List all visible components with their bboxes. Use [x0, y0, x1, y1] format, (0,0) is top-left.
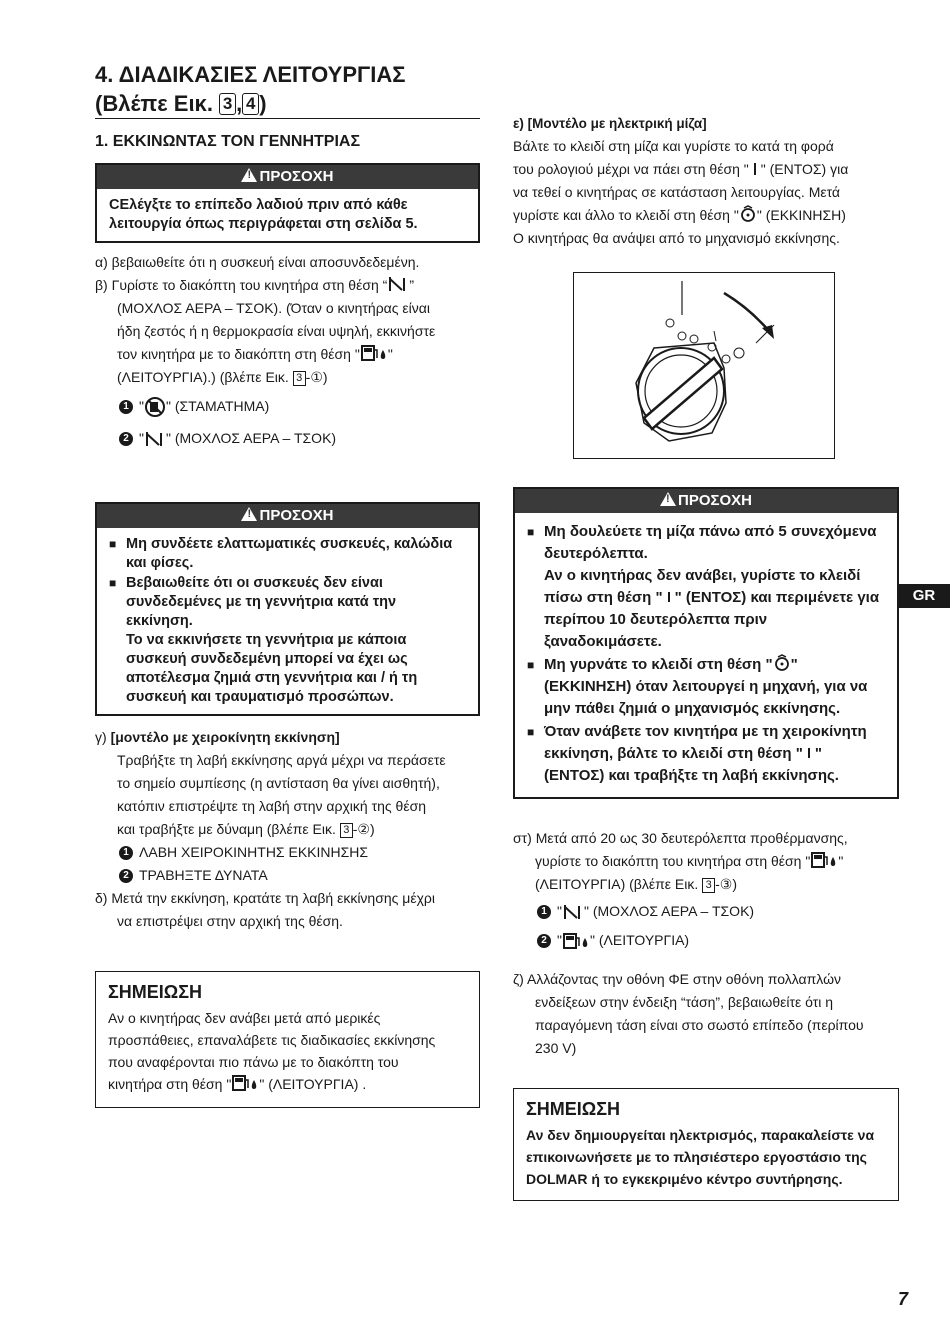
step-c-item1	[119, 841, 480, 864]
warning-triangle-icon	[241, 168, 257, 182]
bullet-text	[544, 721, 885, 787]
step-c-item2	[119, 864, 480, 887]
step-e	[513, 112, 899, 250]
caution-label: ΠΡΟΣΟΧΗ	[677, 492, 752, 509]
steps-a-b	[95, 251, 480, 450]
step-e-title: ε) [Μοντέλο με ηλεκτρική μίζα]	[513, 116, 707, 131]
step-c-line4	[95, 818, 480, 841]
step-g-line1: ζ) Αλλάζοντας την οθόνη ΦΕ στην οθόνη πολλαπλών	[513, 971, 842, 987]
choke-icon	[144, 430, 166, 448]
quote-open: "	[139, 398, 144, 414]
caution-header	[97, 165, 478, 189]
bullet-text-a: Μη γυρνάτε το κλειδί στη θέση "	[544, 656, 773, 673]
bullet-square-icon: ■	[527, 525, 535, 539]
run-fuel-icon	[562, 932, 590, 950]
step-b-ref: -①)	[305, 369, 328, 385]
step-f-ref: -③)	[715, 876, 737, 892]
bullet-text-main: Βεβαιωθείτε ότι οι συσκευές δεν είναι συνδεδεμένες με τη γεννήτρια κατά την εκκίνηση.	[126, 575, 397, 629]
title-divider	[95, 118, 480, 119]
step-b-item1	[119, 395, 480, 418]
step-c-text4: και τραβήξτε με δύναμη (βλέπε Εικ.	[117, 821, 336, 837]
note-line2: προσπάθειες, επαναλάβετε τις διαδικασίες εκκίνησης	[108, 1032, 436, 1048]
bullet-square-icon: ■	[527, 725, 535, 739]
bullet-square-icon: ■	[527, 658, 535, 672]
caution-header	[97, 504, 478, 528]
section-title: 1. ΕΚΚΙΝΩΝΤΑΣ ΤΟΝ ΓΕΝΝΗΤΡΙΑΣ	[95, 133, 361, 150]
step-e-line5: Ο κινητήρας θα ανάψει από το μηχανισμό εκκίνησης.	[513, 230, 840, 246]
figure-ref-box: 3	[293, 371, 306, 386]
left-column	[95, 60, 480, 1108]
step-e-text4a: γυρίστε και άλλο το κλειδί στη θέση "	[513, 207, 739, 223]
step-f-item2	[537, 929, 899, 952]
recoil-handle-label: ΛΑΒΗ ΧΕΙΡΟΚΙΝΗΤΗΣ ΕΚΚΙΝΗΣΗΣ	[139, 844, 369, 860]
step-b-line7	[95, 366, 480, 389]
note-line1: Αν ο κινητήρας δεν ανάβει μετά από μερικές	[108, 1010, 381, 1026]
title-line2-prefix: (Βλέπε Εικ.	[95, 91, 213, 116]
page-number: 7	[898, 1289, 909, 1309]
on-position-icon	[663, 589, 675, 605]
run-fuel-icon	[231, 1074, 259, 1092]
caution-header	[515, 489, 897, 513]
bullet-text	[126, 574, 466, 707]
step-b-line4: ήδη ζεστός ή η θερμοκρασία είναι υψηλή, εκκινήστε	[117, 323, 436, 339]
caution-bullet	[527, 721, 885, 787]
on-position-icon	[749, 161, 761, 177]
figure-ref-4: 4	[242, 93, 259, 115]
bullet-text-b: " (ΕΝΤΟΣ) και τραβήξτε τη λαβή εκκίνησης.	[544, 745, 839, 784]
step-c-title	[95, 726, 480, 749]
figure-ref-box: 3	[340, 823, 353, 838]
step-f-text3: (ΛΕΙΤΟΥΡΓΙΑ) (βλέπε Εικ.	[535, 876, 699, 892]
step-b-line5	[95, 343, 480, 366]
figure-ref-box: 3	[702, 878, 715, 893]
step-c-line1: Τραβήξτε τη λαβή εκκίνησης αργά μέχρι να περάσετε	[117, 752, 446, 768]
caution-bullet	[527, 654, 885, 720]
step-b	[95, 274, 480, 297]
step-f-item1	[537, 900, 899, 923]
caution-body	[97, 189, 478, 241]
step-c-ref: -②)	[352, 821, 375, 837]
number-2-icon: 2	[119, 432, 133, 446]
caution-body	[515, 513, 897, 797]
caution-label: ΠΡΟΣΟΧΗ	[259, 168, 334, 185]
note-body	[108, 1007, 467, 1095]
start-position-icon	[739, 205, 757, 223]
note-body: Αν δεν δημιουργείται ηλεκτρισμός, παρακαλείστε να επικοινωνήσετε με το πλησιέστερο εργοστάσιο της DOLMAR ή το εγκεκριμένο κέντρο συντήρησης.	[526, 1127, 875, 1187]
step-e-line2	[513, 158, 899, 181]
caution-bullet	[527, 521, 885, 653]
bullet-text: Μη συνδέετε ελαττωματικές συσκευές, καλώδια και φίσες.	[126, 536, 453, 571]
page-title: 4. ΔΙΑΔΙΚΑΣΙΕΣ ΛΕΙΤΟΥΡΓΙΑΣ (Βλέπε Εικ. 3 , 4 )	[95, 62, 406, 116]
step-b-line3: (ΜΟΧΛΟΣ ΑΕΡΑ – ΤΣΟΚ). (Όταν ο κινητήρας είναι	[117, 300, 430, 316]
step-g-line2: ενδείξεων στην ένδειξη “τάση”, βεβαιωθείτε ότι η	[535, 994, 834, 1010]
choke-icon	[562, 903, 584, 921]
quote-open: "	[557, 903, 562, 919]
stop-icon	[144, 397, 166, 417]
run-fuel-icon	[360, 344, 388, 362]
note-line3: που αναφέρονται πιο πάνω με το διακόπτη του	[108, 1054, 399, 1070]
caution-box-starter	[513, 487, 899, 799]
quote-open: "	[139, 430, 144, 446]
caution-box-oil	[95, 163, 480, 243]
bullet-text-b: " (ΕΚΚΙΝΗΣΗ) όταν λειτουργεί η μηχανή, για να μην πάθει ζημιά ο μηχανισμός εκκίνησης.	[544, 656, 868, 717]
bullet-square-icon: ■	[109, 576, 117, 590]
caution-bullet	[109, 535, 466, 573]
number-1-icon: 1	[119, 400, 133, 414]
step-e-line1: Βάλτε το κλειδί στη μίζα και γυρίστε το κατά τη φορά	[513, 138, 834, 154]
stop-label: " (ΣΤΑΜΑΤΗΜΑ)	[165, 398, 270, 414]
step-f-line2	[513, 850, 899, 873]
step-f-text2b: "	[838, 853, 844, 869]
note-box-retry	[95, 971, 480, 1108]
choke-icon	[387, 275, 409, 293]
key-switch-diagram	[573, 272, 835, 459]
step-d-line1: δ) Μετά την εκκίνηση, κρατάτε τη λαβή εκκίνησης μέχρι	[95, 890, 436, 906]
step-e-text4b: " (ΕΚΚΙΝΗΣΗ)	[756, 207, 846, 223]
step-g-line3: παραγόμενη τάση είναι στο σωστό επίπεδο (περίπου	[535, 1017, 864, 1033]
step-e-text2a: του ρολογιού μέχρι να πάει στη θέση "	[513, 161, 749, 177]
note-text4a: κινητήρα στη θέση "	[108, 1076, 232, 1092]
caution-bullet	[109, 574, 466, 707]
caution-box-devices	[95, 502, 480, 716]
bullet-text-cont: Το να εκκινήσετε τη γεννήτρια με κάποια συσκευή συνδεδεμένη μπορεί να έχει ως αποτέλεσμα ζημιά στη γεννήτρια και / ή τη συσκευή και τραυματισμό προσώπων.	[126, 632, 418, 705]
run-label: " (ΛΕΙΤΟΥΡΓΙΑ)	[589, 932, 690, 948]
note-title: ΣΗΜΕΙΩΣΗ	[108, 982, 203, 1002]
bullet-text-cont-a: Αν ο κινητήρας δεν ανάβει, γυρίστε το κλειδί πίσω στη θέση "	[544, 567, 861, 606]
step-d-line2: να επιστρέψει στην αρχική της θέση.	[117, 913, 343, 929]
caution-label: ΠΡΟΣΟΧΗ	[259, 507, 334, 524]
step-c-line2: το σημείο συμπίεσης (η αντίσταση θα γίνει αισθητή),	[117, 775, 440, 791]
bullet-text-main: Μη δουλεύετε τη μίζα πάνω από 5 συνεχόμενα δευτερόλεπτα.	[544, 523, 877, 562]
title-line2-suffix: )	[259, 91, 267, 116]
bullet-text	[544, 521, 885, 653]
step-c-label: γ)	[95, 729, 107, 745]
note-box-electricity	[513, 1088, 899, 1201]
step-b-text1: β) Γυρίστε το διακόπτη του κινητήρα στη θέση “	[95, 277, 388, 293]
step-a: α) βεβαιωθείτε ότι η συσκευή είναι αποσυνδεδεμένη.	[95, 254, 420, 270]
pull-hard-label: ΤΡΑΒΗΞΤΕ ΔΥΝΑΤΑ	[139, 867, 268, 883]
number-1-icon: 1	[119, 846, 133, 860]
title-line1: 4. ΔΙΑΔΙΚΑΣΙΕΣ ΛΕΙΤΟΥΡΓΙΑΣ	[95, 62, 406, 87]
right-column	[513, 112, 899, 1201]
note-text4b: " (ΛΕΙΤΟΥΡΓΙΑ) .	[259, 1076, 367, 1092]
quote-open: "	[557, 932, 562, 948]
step-f-line1: στ) Μετά από 20 ως 30 δευτερόλεπτα προθέρμανσης,	[513, 830, 848, 846]
warning-triangle-icon	[660, 492, 676, 506]
step-f-line3	[513, 873, 899, 896]
caution-text: CEλέγξτε το επίπεδο λαδιού πριν από κάθε λειτουργία όπως περιγράφεται στη σελίδα 5.	[109, 197, 418, 232]
step-b-text6: "	[387, 346, 393, 362]
warning-triangle-icon	[241, 507, 257, 521]
steps-f-g	[513, 827, 899, 1060]
start-position-icon	[773, 654, 791, 672]
bullet-text-a: Όταν ανάβετε τον κινητήρα με τη χειροκίνητη εκκίνηση, βάλτε το κλειδί στη θέση "	[544, 723, 867, 762]
note-line4	[108, 1073, 467, 1095]
run-fuel-icon	[810, 851, 838, 869]
step-g-line4: 230 V)	[535, 1040, 577, 1056]
bullet-text-cont-b: " (ΕΝΤΟΣ) και περιμένετε για περίπου 10 δευτερόλεπτα πριν ξαναδοκιμάσετε.	[544, 589, 880, 650]
choke-label: " (ΜΟΧΛΟΣ ΑΕΡΑ – ΤΣΟΚ)	[583, 903, 755, 919]
on-position-icon	[803, 745, 815, 761]
number-2-icon: 2	[537, 934, 551, 948]
choke-label: " (ΜΟΧΛΟΣ ΑΕΡΑ – ΤΣΟΚ)	[165, 430, 337, 446]
steps-c-d	[95, 726, 480, 933]
language-tab: GR	[898, 584, 950, 608]
step-e-text2b: " (ΕΝΤΟΣ) για	[760, 161, 849, 177]
step-b-text7: (ΛΕΙΤΟΥΡΓΙΑ).) (βλέπε Εικ.	[117, 369, 289, 385]
figure-ref-3: 3	[219, 93, 236, 115]
step-e-line4	[513, 204, 899, 227]
bullet-text	[544, 654, 885, 720]
bullet-square-icon: ■	[109, 537, 117, 551]
step-f-text2a: γυρίστε το διακόπτη του κινητήρα στη θέση "	[535, 853, 811, 869]
step-b-text2: ”	[409, 277, 414, 293]
step-b-item2	[119, 427, 480, 450]
step-b-text5: τον κινητήρα με το διακόπτη στη θέση "	[117, 346, 360, 362]
step-c-heading: [μοντέλο με χειροκίνητη εκκίνηση]	[110, 729, 340, 745]
note-title: ΣΗΜΕΙΩΣΗ	[526, 1099, 621, 1119]
number-2-icon: 2	[119, 869, 133, 883]
step-e-line3: να τεθεί ο κινητήρας σε κατάσταση λειτουργίας. Μετά	[513, 184, 841, 200]
caution-body	[97, 528, 478, 714]
step-c-line3: κατόπιν επιστρέψτε τη λαβή στην αρχική της θέση	[117, 798, 426, 814]
number-1-icon: 1	[537, 905, 551, 919]
